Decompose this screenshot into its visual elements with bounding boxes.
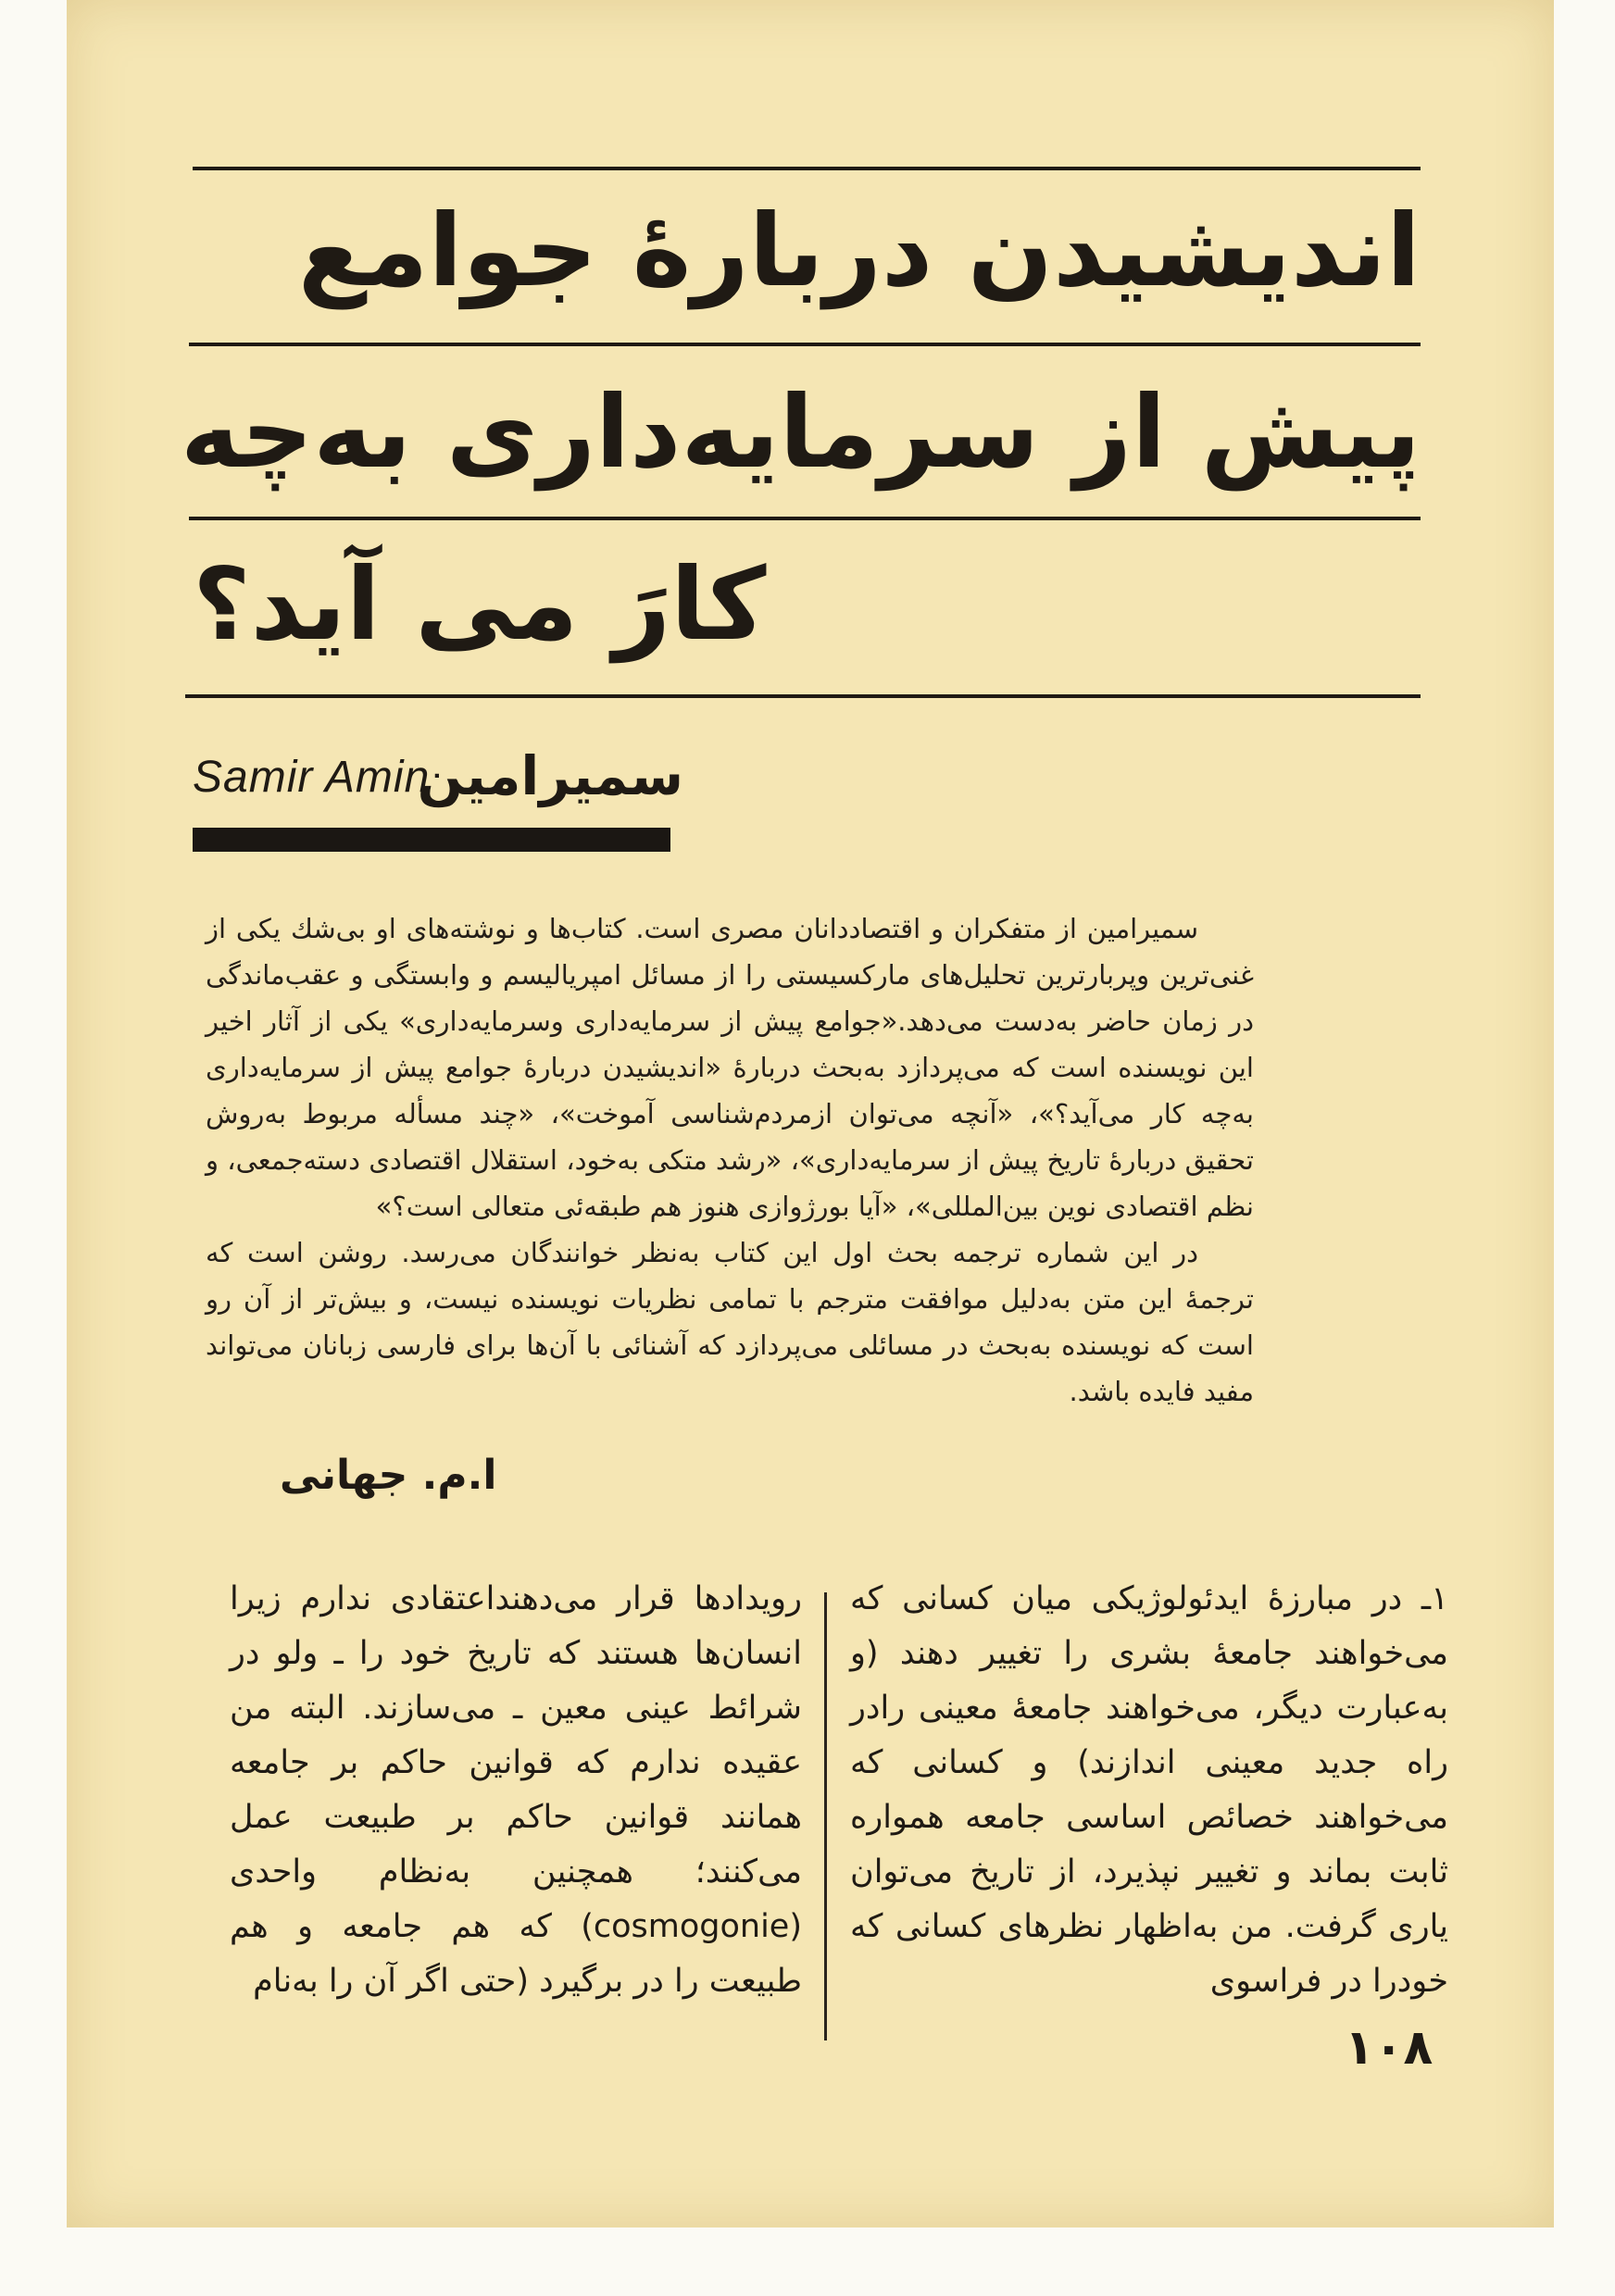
translator-signature: ا.م. جهانی [280,1452,497,1499]
body-column-left [230,1572,802,2009]
title-rule-bottom [185,694,1421,698]
column-divider [824,1592,827,2040]
title-line-2: پیش از سرمایه‌داری به‌چه [180,375,1421,491]
title-rule-1 [189,343,1421,346]
title-line-3: کارَ می آید؟ [193,547,767,663]
title-rule-2 [189,517,1421,520]
page-number: ۱۰۸ [1345,2020,1433,2076]
magazine-page [67,0,1554,2227]
intro-paragraph-2: در این شماره ترجمه بحث اول این کتاب به‌نظر خوانندگان می‌رسد. روشن است که ترجمهٔ این متن به‌دلیل موافقت مترجم با تمامی نظریات نویسنده نیست، و بیش‌تر از آن رو است که نویسنده به‌بحث در مسائلی می‌پردازد که آشنائی با آن‌ها برای فارسی زبانان می‌تواند مفید فایده باشد. [206,1237,1254,1407]
body-text-right: ۱ـ در مبارزهٔ ایدئولوژیکی میان کسانی که می‌خواهند جامعهٔ بشری را تغییر دهند (و به‌عبارت دیگر، می‌خواهند جامعهٔ معینی رادر راه جدید معینی اندازند) و کسانی که می‌خواهند خصائص اساسی جامعه همواره ثابت بماند و تغییر نپذیرد، از تاریخ می‌توان یاری گرفت. من به‌اظهار نظرهای کسانی که خودرا در فراسوی [850,1580,1448,2000]
body-text-left: رویدادها قرار می‌دهنداعتقادی ندارم زیرا انسان‌ها هستند که تاریخ خود را ـ ولو در شرائط عینی معین ـ می‌سازند. البته من عقیده ندارم که قوانین حاکم بر جامعه همانند قوانین حاکم بر طبیعت عمل می‌کنند؛ همچنین به‌نظام واحدی (cosmogonie) که هم جامعه و هم طبیعت را در برگیرد (حتی اگر آن را به‌نام [230,1580,802,2000]
intro-paragraph-1: سمیرامین از متفکران و اقتصاددانان مصری است. کتاب‌ها و نوشته‌های او بی‌شك یکی از غنی‌ترین وپربارترین تحلیل‌های مارکسیستی را از مسائل امپریالیسم و وابستگی و عقب‌ماندگی در زمان حاضر به‌دست می‌دهد.«جوامع پیش از سرمایه‌داری وسرمایه‌داری» یکی از آثار اخیر این نویسنده است که می‌پردازد به‌بحث دربارهٔ «اندیشیدن دربارهٔ جوامع پیش از سرمایه‌داری به‌چه کار می‌آید؟»، «آنچه می‌توان ازمردم‌شناسی آموخت»، «چند مسأله مربوط به‌روش تحقیق دربارهٔ تاریخ پیش از سرمایه‌داری»، «رشد متکی به‌خود، استقلال اقتصادی دسته‌جمعی، و نظم اقتصادی نوین بین‌المللی»، «آیا بورژوازی هنوز هم طبقه‌ئی متعالی است؟» [206,913,1254,1222]
author-name-persian: سمیرامین [417,744,683,807]
author-name-latin: Samir Amin [193,753,431,802]
author-byline [193,744,683,844]
author-bar [193,828,670,852]
body-column-right [850,1572,1448,2009]
editor-introduction [206,905,1254,1415]
title-line-1: اندیشیدن دربارهٔ جوامع [297,193,1421,309]
title-rule-top [193,167,1421,170]
